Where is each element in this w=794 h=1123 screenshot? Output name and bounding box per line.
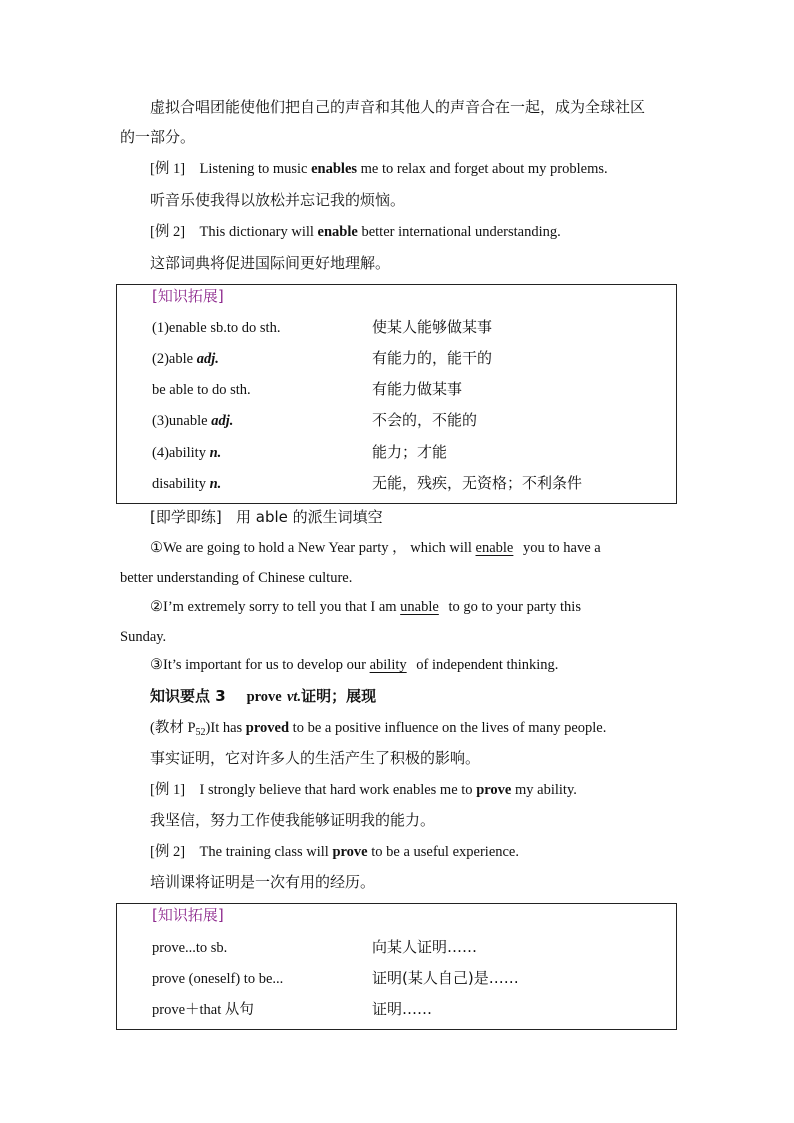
box1-row-3-zh: 有能力做某事 xyxy=(372,380,463,398)
answer-blank: ability xyxy=(369,657,407,673)
box1-row-2-en: (2)able adj. xyxy=(152,351,219,367)
enable-example-2-translation: 这部词典将促进国际间更好地理解。 xyxy=(150,254,391,272)
example-tag: [例 1] xyxy=(150,782,186,798)
prove-example-1: [例 1] I strongly believe that hard work enables me to prove my ability. xyxy=(150,782,577,798)
practice-item-2: ②I’m extremely sorry to tell you that I am unable to go to your party this xyxy=(150,599,581,615)
enable-example-1 xyxy=(150,159,608,179)
practice-instruction: 用 able 的派生词填空 xyxy=(236,508,383,526)
practice-item-2-cont: Sunday. xyxy=(120,629,167,645)
keyword: proved xyxy=(245,720,290,736)
prove-example-1-translation: 我坚信，努力工作使我能够证明我的能力。 xyxy=(150,811,436,829)
box1-row-6-en: disability n. xyxy=(152,476,222,492)
practice-item-1: ①We are going to hold a New Year party ， which will enable you to have a xyxy=(150,540,601,556)
box1-row-6-zh: 无能，残疾，无资格；不利条件 xyxy=(372,474,583,492)
intro-line-2: 的一部分。 xyxy=(120,128,196,146)
point-pos: vt. xyxy=(286,689,302,705)
example-text-pre: This dictionary will xyxy=(199,224,318,240)
box2-title: [知识拓展] xyxy=(152,906,224,924)
box2-row-2-en: prove (oneself) to be... xyxy=(152,971,284,987)
textbook-sentence: (教材 $P_{52})It$ has proved to be a positive influence on the lives of many people. xyxy=(150,720,607,738)
example-text-pre: Listening to music xyxy=(199,161,312,177)
prove-example-2: [例 2] The training class will prove to be a useful experience. xyxy=(150,844,519,860)
example-text-post: me to relax and forget about my problems. xyxy=(357,161,608,177)
keyword: enables xyxy=(311,161,358,177)
box2-row-3-zh: 证明…… xyxy=(372,1000,433,1018)
box1-row-5-zh: 能力；才能 xyxy=(372,443,448,461)
example-tag: [例 2] xyxy=(150,224,186,240)
textbook-translation: 事实证明，它对许多人的生活产生了积极的影响。 xyxy=(150,749,481,767)
point-word: prove xyxy=(246,689,282,705)
box1-row-4-en: (3)unable adj. xyxy=(152,413,234,429)
practice-heading xyxy=(150,507,383,527)
keyword: enable xyxy=(317,224,358,240)
prove-example-2-translation: 培训课将证明是一次有用的经历。 xyxy=(150,873,376,891)
box1-title: [知识拓展] xyxy=(152,287,224,305)
practice-item-3: ③It’s important for us to develop our ability of independent thinking. xyxy=(150,657,559,673)
example-tag: [例 2] xyxy=(150,844,186,860)
box2-row-3-en: prove＋that 从句 xyxy=(152,1002,254,1018)
box2-row-1-zh: 向某人证明…… xyxy=(372,938,478,956)
knowledge-point-3-heading xyxy=(150,686,376,707)
box1-row-5-en: (4)ability n. xyxy=(152,445,222,461)
keyword: prove xyxy=(476,782,512,798)
point-label: 知识要点 3 xyxy=(150,687,226,705)
box1-row-1-en: (1)enable sb.to do sth. xyxy=(152,320,281,336)
intro-line-1: 虚拟合唱团能使他们把自己的声音和其他人的声音合在一起，成为全球社区 xyxy=(150,98,646,116)
box2-row-2-zh: 证明(某人自己)是…… xyxy=(372,969,519,987)
answer-blank: enable xyxy=(475,540,514,556)
box1-row-4-zh: 不会的，不能的 xyxy=(372,411,478,429)
practice-item-1-cont: better understanding of Chinese culture. xyxy=(120,570,353,586)
enable-example-1-translation: 听音乐使我得以放松并忘记我的烦恼。 xyxy=(150,191,406,209)
example-tag: [例 1] xyxy=(150,161,186,177)
example-text-post: better international understanding. xyxy=(357,224,561,240)
point-meaning: 证明；展现 xyxy=(301,687,377,705)
box1-row-2-zh: 有能力的，能干的 xyxy=(372,349,493,367)
box1-row-1-zh: 使某人能够做某事 xyxy=(372,318,493,336)
practice-tag: [即学即练] xyxy=(150,508,222,526)
keyword: prove xyxy=(332,844,368,860)
answer-blank: unable xyxy=(400,599,439,615)
box1-row-3-en: be able to do sth. xyxy=(152,382,251,398)
box2-row-1-en: prove...to sb. xyxy=(152,940,228,956)
enable-example-2 xyxy=(150,222,561,242)
